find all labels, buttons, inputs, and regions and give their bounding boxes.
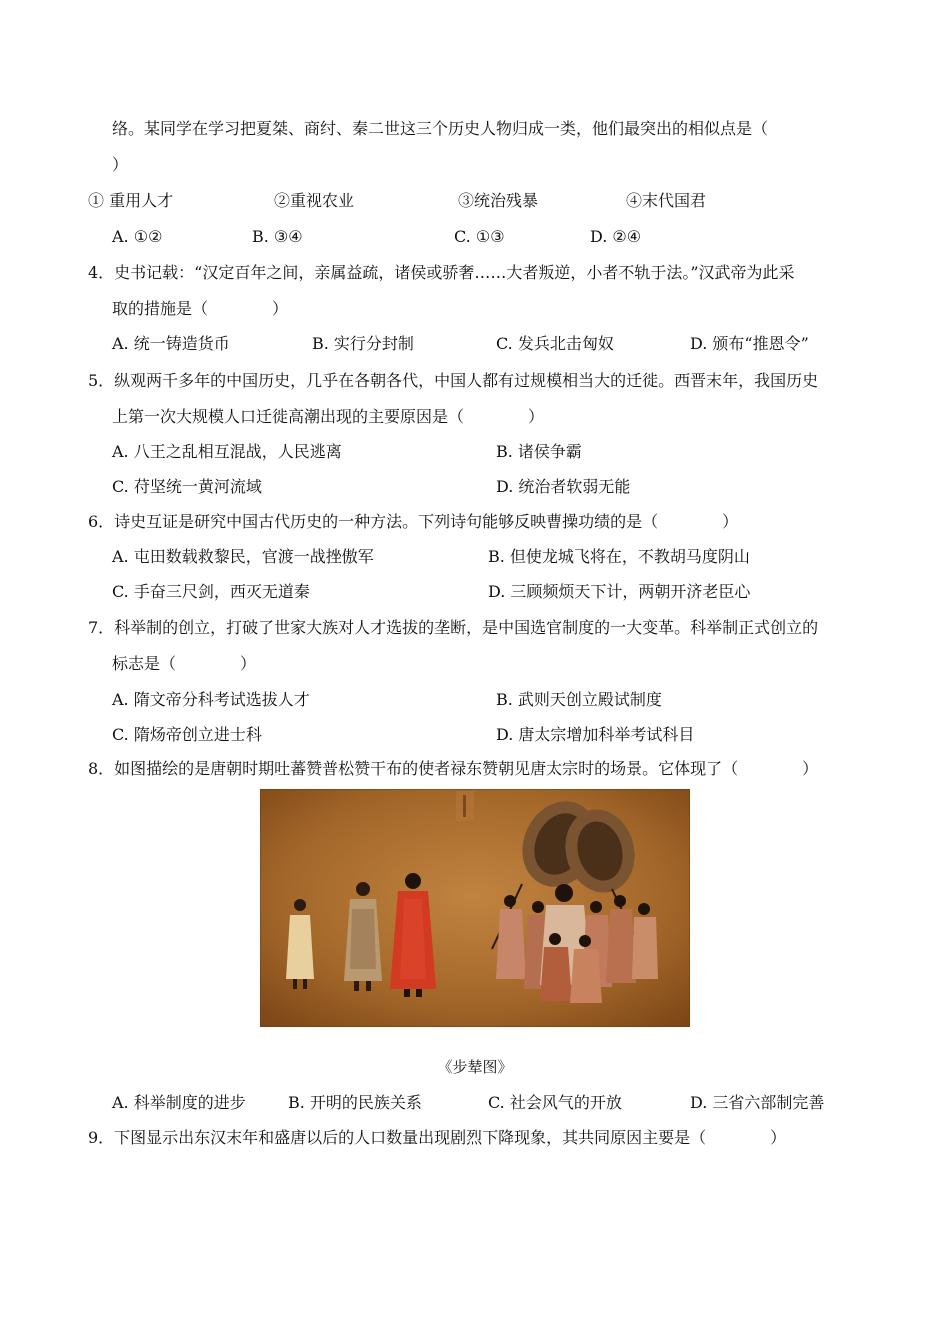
q8-option-b: B. 开明的民族关系 (288, 1093, 422, 1112)
q3-text-line2: ） (112, 155, 129, 174)
q6-option-d: D. 三顾频烦天下计，两朝开济老臣心 (488, 582, 751, 601)
q6-option-b: B. 但使龙城飞将在，不教胡马度阴山 (488, 547, 750, 566)
q5-option-d: D. 统治者软弱无能 (496, 477, 631, 496)
q7-option-a: A. 隋文帝分科考试选拔人才 (112, 690, 310, 709)
q4-option-a: A. 统一铸造货币 (112, 334, 230, 353)
q3-item-3: ③统治残暴 (458, 191, 539, 210)
q3-item-2: ②重视农业 (274, 191, 355, 210)
q8-text-line1: 8．如图描绘的是唐朝时期吐蕃赞普松赞干布的使者禄东赞朝见唐太宗时的场景。它体现了（ ） (88, 759, 819, 778)
q5-option-c: C. 苻坚统一黄河流域 (112, 477, 262, 496)
q7-option-d: D. 唐太宗增加科举考试科目 (496, 725, 695, 744)
q7-text-line1: 7．科举制的创立，打破了世家大族对人才选拔的垄断，是中国选官制度的一大变革。科举制正式创立的 (88, 618, 819, 637)
q7-text-line2: 标志是（ ） (112, 654, 257, 673)
q4-text-line2: 取的措施是（ ） (112, 299, 289, 318)
q3-option-c: C. ①③ (454, 227, 505, 246)
q9-text-line1: 9．下图显示出东汉末年和盛唐以后的人口数量出现剧烈下降现象，其共同原因主要是（ ） (88, 1128, 787, 1147)
q5-text-line1: 5．纵观两千多年的中国历史，几乎在各朝各代，中国人都有过规模相当大的迁徙。西晋末年，我国历史 (88, 371, 819, 390)
q7-option-b: B. 武则天创立殿试制度 (496, 690, 662, 709)
q8-option-a: A. 科举制度的进步 (112, 1093, 246, 1112)
painting-illustration (260, 789, 690, 1027)
q6-option-c: C. 手奋三尺剑，西灭无道秦 (112, 582, 310, 601)
q5-option-a: A. 八王之乱相互混战，人民逃离 (112, 442, 342, 461)
q3-text-line1: 络。某同学在学习把夏桀、商纣、秦二世这三个历史人物归成一类，他们最突出的相似点是（ (112, 119, 769, 138)
q4-option-c: C. 发兵北击匈奴 (496, 334, 614, 353)
q6-option-a: A. 屯田数载救黎民，官渡一战挫傲军 (112, 547, 374, 566)
q5-option-b: B. 诸侯争霸 (496, 442, 582, 461)
q8-option-d: D. 三省六部制完善 (690, 1093, 825, 1112)
q3-option-a: A. ①② (112, 227, 163, 246)
q7-option-c: C. 隋炀帝创立进士科 (112, 725, 262, 744)
q4-option-d: D. 颁布“推恩令” (690, 334, 809, 353)
q3-option-d: D. ②④ (590, 227, 642, 246)
q5-text-line2: 上第一次大规模人口迁徙高潮出现的主要原因是（ ） (112, 407, 545, 426)
q3-option-b: B. ③④ (252, 227, 303, 246)
q4-text-line1: 4．史书记载：“汉定百年之间，亲属益疏，诸侯或骄奢……大者叛逆，小者不轨于法。”汉武帝为此采 (88, 263, 795, 282)
q6-text-line1: 6．诗史互证是研究中国古代历史的一种方法。下列诗句能够反映曹操功绩的是（ ） (88, 512, 739, 531)
q3-item-4: ④末代国君 (626, 191, 707, 210)
q8-option-c: C. 社会风气的开放 (488, 1093, 622, 1112)
q4-option-b: B. 实行分封制 (312, 334, 414, 353)
painting-caption: 《步辇图》 (437, 1058, 513, 1076)
painting-image (260, 789, 690, 1027)
q3-item-1: ① 重用人才 (88, 191, 174, 210)
